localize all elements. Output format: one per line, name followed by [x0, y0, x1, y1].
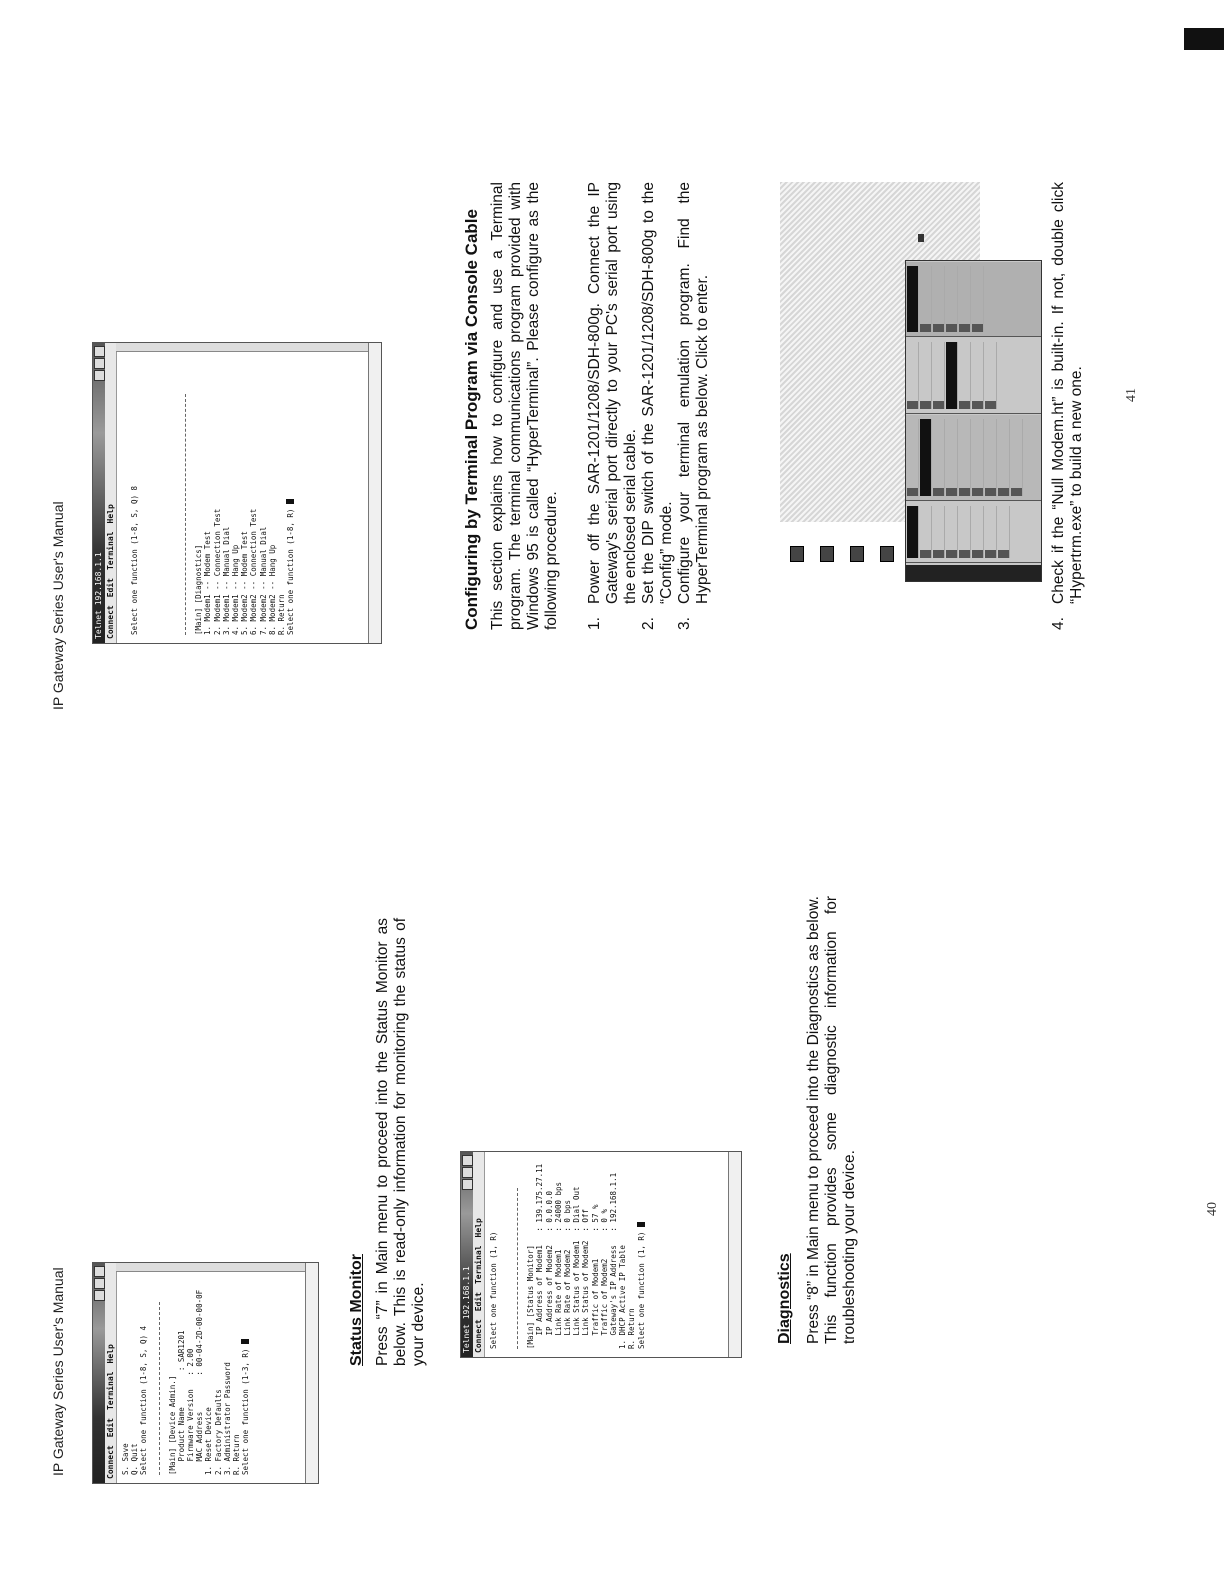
- step-number: 1.: [586, 617, 603, 630]
- configuring-paragraph: This section explains how to configure and use a Terminal program. The terminal communications program provided with Windows 95 is called “HyperTerminal”. Please configure as the following procedure.: [489, 182, 560, 630]
- minimize-icon[interactable]: [462, 1179, 473, 1190]
- menu-item[interactable]: [972, 266, 984, 332]
- tray-clock-icon[interactable]: [918, 234, 924, 242]
- terminal-line: IP Address of Modem2 : 0.0.0.0: [544, 1190, 554, 1349]
- window-titlebar[interactable]: [461, 1152, 473, 1357]
- page-number: 41: [1124, 388, 1139, 402]
- terminal-line: Traffic of Modem1 : 57 %: [590, 1204, 600, 1349]
- terminal-line: Link Status of Modem1 : Dial Out: [572, 1186, 582, 1349]
- terminal-line: Select one function (1-8, S, Q) 8: [130, 485, 139, 635]
- left-page: [0, 792, 1224, 1584]
- terminal-line: Q. Quit: [130, 1443, 140, 1475]
- start-menu[interactable]: [905, 260, 1042, 582]
- cursor-icon: [286, 499, 294, 504]
- network-icon[interactable]: [820, 546, 834, 562]
- menu-item[interactable]: [933, 266, 945, 332]
- list-item: [586, 182, 640, 630]
- close-icon[interactable]: [94, 1266, 105, 1277]
- menu-terminal[interactable]: Terminal: [106, 531, 115, 571]
- status-monitor-paragraph: Press “7” in Main menu to proceed into the Status Monitor as below. This is read-only information for monitoring the status of your device.: [374, 918, 427, 1366]
- menu-terminal[interactable]: Terminal: [474, 1245, 483, 1285]
- scan-artifact: [1184, 28, 1224, 50]
- menu-item[interactable]: [985, 419, 997, 496]
- list-item: [640, 182, 676, 630]
- menu-item[interactable]: [933, 506, 945, 558]
- terminal-line: 3. Modem1 -- Manual Dial: [221, 526, 231, 635]
- divider: [185, 394, 186, 635]
- terminal-window-device-admin: [92, 1262, 319, 1484]
- maximize-icon[interactable]: [462, 1167, 473, 1178]
- window-titlebar[interactable]: [93, 1263, 105, 1483]
- terminal-line: 8. Modem2 -- Hang Up: [267, 544, 277, 635]
- page-number: 40: [1205, 1202, 1220, 1216]
- menu-item[interactable]: [907, 506, 919, 558]
- terminal-line: Select one function (1, R): [489, 1231, 498, 1349]
- window-menubar: [105, 343, 117, 643]
- step-text: Configure your terminal emulation program. Find the HyperTerminal program as below. Click to enter.: [676, 182, 711, 604]
- terminal-line: 1. Modem1 -- Modem Test: [203, 531, 213, 635]
- menu-item[interactable]: [959, 342, 971, 409]
- close-icon[interactable]: [94, 346, 105, 357]
- configuration-step-4: [1050, 182, 1086, 630]
- terminal-prompt[interactable]: Select one function (1-8, R): [286, 351, 295, 635]
- menu-help[interactable]: Help: [474, 1218, 483, 1238]
- window-statusbar: [728, 1152, 741, 1357]
- terminal-text: [117, 343, 299, 643]
- terminal-line: Product Name : SAR1201: [176, 1330, 186, 1475]
- menu-item[interactable]: [946, 506, 958, 558]
- menu-column: [906, 502, 1041, 563]
- window-title: Telnet 192.168.1.1: [94, 552, 103, 639]
- terminal-line: 7. Modem2 -- Manual Dial: [258, 526, 268, 635]
- terminal-text: [485, 1152, 650, 1357]
- divider: [159, 1302, 160, 1475]
- terminal-line: Traffic of Modem2 : 0 %: [599, 1209, 609, 1349]
- step-text: Check if the “Null Modem.ht” is built-in. If not, double click “Hypertrm.exe” to build a new one.: [1050, 182, 1085, 604]
- terminal-line: 4. Modem1 -- Hang Up: [231, 544, 241, 635]
- menu-item[interactable]: [907, 342, 919, 409]
- section-heading-diagnostics: Diagnostics: [776, 1253, 793, 1344]
- terminal-line: Gateway's IP Address : 192.168.1.1: [609, 1172, 619, 1349]
- minimize-icon[interactable]: [94, 370, 105, 381]
- terminal-line: R. Return: [627, 1308, 637, 1349]
- menu-item[interactable]: [907, 266, 919, 332]
- terminal-line: 2. Modem1 -- Connection Test: [212, 508, 222, 635]
- terminal-line: MAC Address : 00-04-2D-00-00-0F: [195, 1289, 205, 1475]
- terminal-line: 3. Administrator Password: [222, 1362, 232, 1475]
- menu-connect[interactable]: Connect: [106, 1445, 115, 1479]
- menu-edit[interactable]: Edit: [106, 578, 115, 598]
- minimize-icon[interactable]: [94, 1290, 105, 1301]
- menu-item[interactable]: [985, 506, 997, 558]
- section-heading-status-monitor: Status Monitor: [348, 1254, 365, 1366]
- menu-terminal[interactable]: Terminal: [106, 1371, 115, 1411]
- terminal-line: [Main] [Device Admin.]: [167, 1375, 177, 1475]
- close-icon[interactable]: [462, 1155, 473, 1166]
- terminal-line: Link Status of Modem2 : Off: [581, 1209, 591, 1349]
- terminal-line: [Main] [Diagnostics]: [194, 544, 204, 635]
- running-header: IP Gateway Series User's Manual: [50, 1267, 66, 1476]
- menu-item[interactable]: [920, 266, 932, 332]
- menu-item[interactable]: [920, 342, 932, 409]
- start-menu-screenshot: [740, 182, 1040, 582]
- menu-item[interactable]: [933, 342, 945, 409]
- terminal-line: S. Save: [121, 1443, 130, 1475]
- menu-item[interactable]: [1011, 419, 1023, 496]
- configuration-steps: [586, 182, 712, 630]
- terminal-line: R. Return: [232, 1434, 242, 1475]
- running-header: IP Gateway Series User's Manual: [50, 501, 66, 710]
- section-heading-configuring: Configuring by Terminal Program via Console Cable: [462, 209, 481, 630]
- step-text: Power off the SAR-1201/1208/SDH-800g. Connect the IP Gateway's serial port directly to your PC's serial port using the enclosed serial cable.: [586, 182, 639, 604]
- menu-connect[interactable]: Connect: [106, 605, 115, 639]
- terminal-line: R. Return: [277, 594, 287, 635]
- terminal-line: 6. Modem2 -- Connection Test: [249, 508, 259, 635]
- terminal-line: 2. Factory Defaults: [213, 1389, 223, 1475]
- menu-item[interactable]: [907, 419, 919, 496]
- menu-help[interactable]: Help: [106, 504, 115, 524]
- start-menu-banner: [906, 565, 1041, 581]
- menu-item[interactable]: [946, 266, 958, 332]
- terminal-line: 1. Reset Device: [204, 1407, 214, 1475]
- inbox-icon[interactable]: [850, 546, 864, 562]
- maximize-icon[interactable]: [94, 1278, 105, 1289]
- vertical-scrollbar[interactable]: [116, 343, 369, 352]
- vertical-scrollbar[interactable]: [116, 1263, 306, 1272]
- menu-help[interactable]: Help: [106, 1344, 115, 1364]
- menu-item[interactable]: [972, 342, 984, 409]
- cursor-icon: [241, 1339, 249, 1344]
- step-text: Set the DIP switch of the SAR-1201/1208/SDH-800g to the “Config” mode.: [640, 182, 675, 604]
- menu-item[interactable]: [920, 506, 932, 558]
- menu-item[interactable]: [972, 506, 984, 558]
- terminal-prompt[interactable]: Select one function (1, R): [637, 1160, 646, 1349]
- terminal-line: Firmware Version : 2.00: [186, 1348, 196, 1475]
- divider: [517, 1188, 518, 1349]
- terminal-line: 1. DHCP Active IP Table: [618, 1245, 628, 1349]
- menu-item[interactable]: [946, 342, 958, 409]
- menu-connect[interactable]: Connect: [474, 1319, 483, 1353]
- list-item: [1050, 182, 1086, 630]
- terminal-line: Select one function (1-8, S, Q) 4: [139, 1325, 149, 1475]
- step-number: 3.: [676, 617, 693, 630]
- diagnostics-paragraph: Press “8” in Main menu to proceed into the Diagnostics as below. This function provides some diagnostic information for troubleshooting your device.: [805, 896, 858, 1344]
- menu-column: [906, 338, 1041, 414]
- menu-item[interactable]: [998, 506, 1010, 558]
- step-number: 4.: [1050, 617, 1067, 630]
- window-statusbar: [368, 343, 381, 643]
- menu-edit[interactable]: Edit: [106, 1418, 115, 1438]
- menu-item[interactable]: [946, 419, 958, 496]
- cursor-icon: [637, 1222, 645, 1227]
- menu-item[interactable]: [959, 506, 971, 558]
- terminal-text: [117, 1263, 254, 1483]
- menu-edit[interactable]: Edit: [474, 1292, 483, 1312]
- window-menubar: [105, 1263, 117, 1483]
- menu-item[interactable]: [959, 266, 971, 332]
- terminal-line: Link Rate of Modem1 : 24000 bps: [553, 1181, 563, 1349]
- menu-column: [906, 262, 1041, 337]
- terminal-line: IP Address of Modem1 : 139.175.27.11: [535, 1163, 545, 1349]
- terminal-line: Link Rate of Modem2 : 0 bps: [563, 1199, 573, 1349]
- window-statusbar: [305, 1263, 318, 1483]
- terminal-line: [Main] [Status Monitor]: [526, 1245, 536, 1349]
- window-titlebar[interactable]: [93, 343, 105, 643]
- window-menubar: [473, 1152, 485, 1357]
- list-item: [676, 182, 712, 630]
- menu-column: [906, 415, 1041, 501]
- menu-item[interactable]: [985, 342, 997, 409]
- terminal-line: 5. Modem2 -- Modem Test: [240, 531, 250, 635]
- terminal-window-diagnostics: [92, 342, 382, 644]
- menu-item[interactable]: [998, 419, 1010, 496]
- terminal-window-status-monitor: [460, 1151, 742, 1358]
- maximize-icon[interactable]: [94, 358, 105, 369]
- step-number: 2.: [640, 617, 657, 630]
- terminal-prompt[interactable]: Select one function (1-3, R): [241, 1271, 250, 1475]
- recycle-bin-icon[interactable]: [880, 546, 894, 562]
- menu-item[interactable]: [972, 419, 984, 496]
- menu-item[interactable]: [959, 419, 971, 496]
- menu-item[interactable]: [933, 419, 945, 496]
- menu-item[interactable]: [920, 419, 932, 496]
- my-computer-icon[interactable]: [790, 546, 804, 562]
- window-title: Telnet 192.168.1.1: [462, 1266, 471, 1353]
